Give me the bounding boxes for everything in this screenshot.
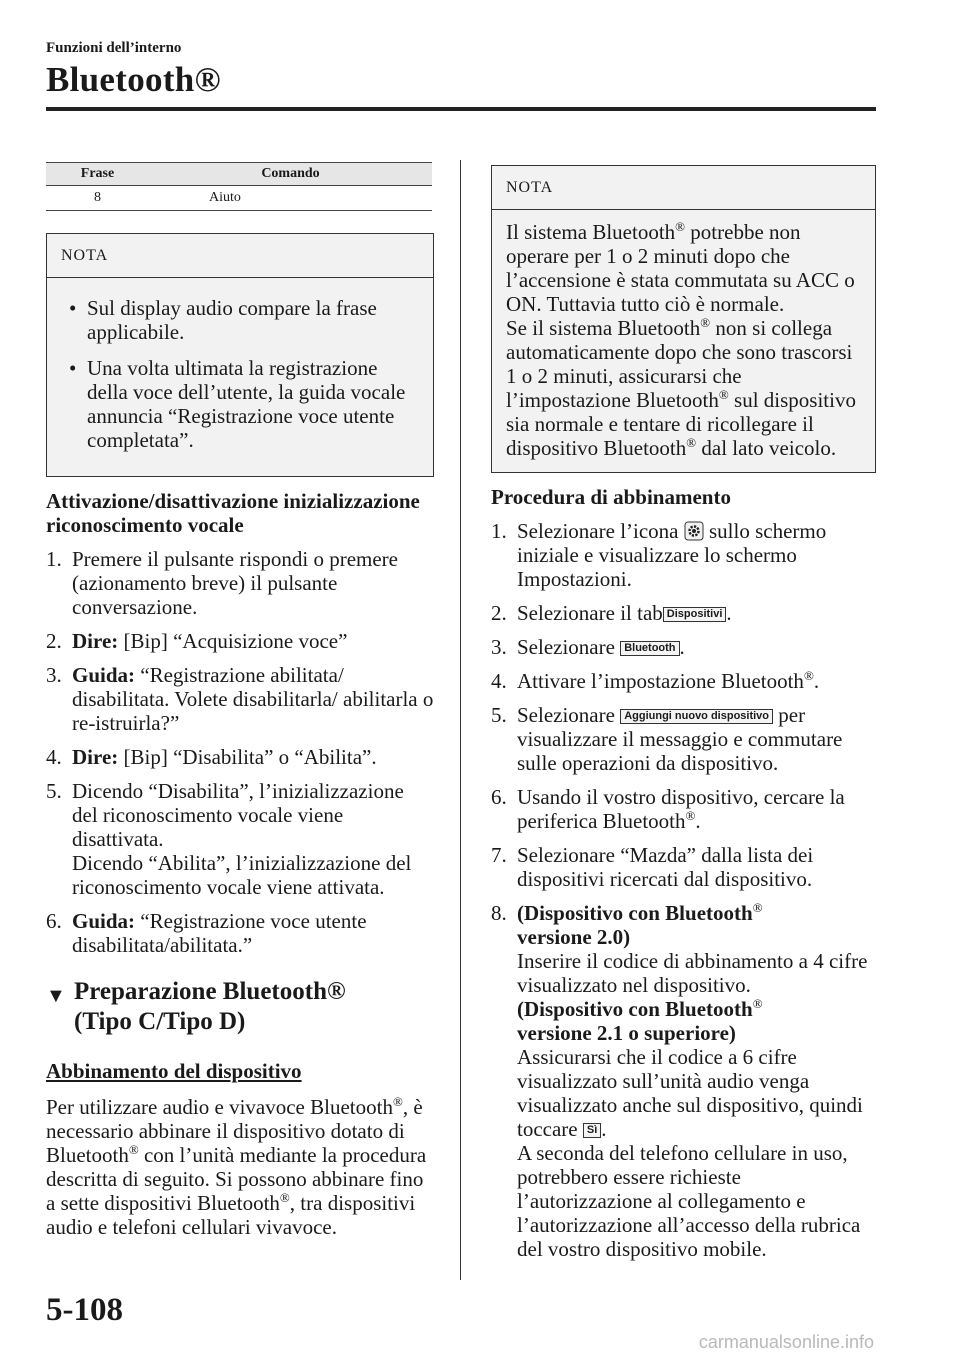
note-text: dal lato veicolo. <box>696 436 837 460</box>
step-text: Attivare l’impostazione Bluetooth <box>517 669 804 693</box>
step-item <box>491 601 876 625</box>
step-number: 6. <box>46 909 62 933</box>
step-text: Usando il vostro dispositivo, cercare la periferica Bluetooth <box>517 785 845 833</box>
table-row <box>46 186 432 211</box>
step-text: . <box>695 809 701 833</box>
paragraph-text: , è necessario abbinare il dispositivo dotato di Bluetooth <box>46 1095 423 1167</box>
section-label: Funzioni dell’interno <box>46 40 182 56</box>
paragraph-text: con l’unità mediante la procedura descritta di seguito. Si possono abbinare fino a sette dispositivi Bluetooth <box>46 1143 427 1215</box>
step-text: Dicendo “Disabilita”, l’inizializzazione del riconoscimento vocale viene disattivata. <box>72 779 404 851</box>
step-label: versione 2.1 o superiore) <box>517 1021 736 1045</box>
triangle-icon: ▼ <box>46 985 66 1007</box>
section-heading-line1: Preparazione Bluetooth® <box>74 978 346 1005</box>
step-text: Assicurarsi che il codice a 6 cifre visualizzato sull’unità audio venga visualizzato anche sul dispositivo, quindi toccare <box>517 1045 863 1141</box>
step-number: 2. <box>491 601 507 625</box>
registered-mark: ® <box>752 900 763 915</box>
registered-mark: ® <box>675 219 686 234</box>
step-text: Dicendo “Abilita”, l’inizializzazione del riconoscimento vocale viene attivata. <box>72 851 412 899</box>
note-text: Il sistema Bluetooth <box>506 220 676 244</box>
note-title: NOTA <box>47 234 433 278</box>
registered-mark: ® <box>685 808 696 823</box>
page-title: Bluetooth® <box>46 60 221 99</box>
registered-mark: ® <box>392 1094 403 1109</box>
devices-tab-button: Dispositivi <box>663 607 727 622</box>
table-cell: Aiuto <box>149 186 432 211</box>
step-item <box>46 779 434 899</box>
registered-mark: ® <box>279 1190 290 1205</box>
step-text: [Bip] “Acquisizione voce” <box>123 629 348 653</box>
step-text: Selezionare <box>517 703 615 727</box>
step-label: (Dispositivo con Bluetooth <box>517 901 753 925</box>
note-box <box>46 233 434 477</box>
step-item <box>491 519 876 591</box>
note-box <box>491 165 876 473</box>
step-label: Guida: <box>72 663 136 687</box>
activation-heading: Attivazione/disattivazione inizializzazione riconoscimento vocale <box>46 489 420 537</box>
pairing-heading: Procedura di abbinamento <box>491 485 731 509</box>
step-item <box>491 635 876 659</box>
note-text: Se il sistema Bluetooth <box>506 316 701 340</box>
step-text: “Registrazione abilitata/ disabilitata. Volete disabilitarla/ abilitarla o re-istruirla?” <box>72 663 434 735</box>
note-bullet: • Una volta ultimata la registrazione della voce dell’utente, la guida vocale annuncia “Registrazione voce utente completata”. <box>61 356 419 452</box>
step-text: Inserire il codice di abbinamento a 4 cifre visualizzato nel dispositivo. <box>517 949 868 997</box>
step-label: Guida: <box>72 909 136 933</box>
note-title: NOTA <box>492 166 875 210</box>
section-heading <box>46 977 434 1037</box>
step-text: “Registrazione voce utente disabilitata/abilitata.” <box>72 909 367 957</box>
paragraph-text: Per utilizzare audio e vivavoce Bluetooth <box>46 1095 393 1119</box>
step-text: Selezionare l’icona <box>517 519 679 543</box>
header-rule <box>46 107 876 111</box>
step-label: Dire: <box>72 745 119 769</box>
settings-gear-icon <box>684 521 704 541</box>
step-number: 7. <box>491 843 507 867</box>
page-number: 5-108 <box>46 1292 123 1328</box>
step-number: 6. <box>491 785 507 809</box>
step-text: per visualizzare il messaggio e commutare sulle operazioni da dispositivo. <box>517 703 843 775</box>
right-column <box>491 165 876 1261</box>
step-number: 4. <box>491 669 507 693</box>
step-label: Dire: <box>72 629 119 653</box>
bluetooth-button: Bluetooth <box>620 641 679 656</box>
pairing-subheading: Abbinamento del dispositivo <box>46 1059 302 1083</box>
step-item <box>491 785 876 833</box>
intro-paragraph <box>46 1095 434 1239</box>
step-text: A seconda del telefono cellulare in uso, potrebbero essere richieste l’autorizzazione al collegamento e l’autorizzazione all’accesso della rubrica del vostro dispositivo mobile. <box>517 1141 861 1261</box>
step-text: . <box>726 601 732 625</box>
step-text: Selezionare “Mazda” dalla lista dei dispositivi ricercati dal dispositivo. <box>517 843 814 891</box>
step-item <box>46 909 434 957</box>
step-text: [Bip] “Disabilita” o “Abilita”. <box>123 745 377 769</box>
registered-mark: ® <box>686 435 697 450</box>
step-item <box>46 745 434 769</box>
note-text: sul dispositivo sia normale e tentare di ricollegare il dispositivo Bluetooth <box>506 388 856 460</box>
table-header-command: Comando <box>149 163 432 186</box>
command-table <box>46 162 432 211</box>
table-cell: 8 <box>46 186 149 211</box>
note-text: potrebbe non operare per 1 o 2 minuti dopo che l’accensione è stata commutata su ACC o ON. Tuttavia tutto ciò è normale. <box>506 220 855 316</box>
step-number: 5. <box>46 779 62 803</box>
step-text: . <box>601 1117 607 1141</box>
step-text: Premere il pulsante rispondi o premere (azionamento breve) il pulsante conversazione. <box>72 547 398 619</box>
step-item <box>491 901 876 1261</box>
step-item <box>46 547 434 619</box>
note-text: non si collega automaticamente dopo che sono trascorsi 1 o 2 minuti, assicurarsi che l’impostazione Bluetooth <box>506 316 853 412</box>
table-header-phrase: Frase <box>46 163 149 186</box>
step-text: . <box>813 669 820 693</box>
step-label: (Dispositivo con Bluetooth <box>517 997 753 1021</box>
step-item <box>46 663 434 735</box>
registered-mark: ® <box>752 996 763 1011</box>
step-text: Selezionare il tab <box>517 601 663 625</box>
note-bullet: • Sul display audio compare la frase applicabile. <box>61 296 419 344</box>
step-number: 1. <box>491 519 507 543</box>
step-item <box>46 629 434 653</box>
step-item <box>491 669 876 693</box>
step-number: 1. <box>46 547 62 571</box>
add-new-device-button: Aggiungi nuovo dispositivo <box>620 709 773 724</box>
column-divider <box>460 160 461 1280</box>
left-column <box>46 162 434 1239</box>
step-label: versione 2.0) <box>517 925 631 949</box>
section-heading-line2: (Tipo C/Tipo D) <box>74 1008 246 1035</box>
step-text: sullo schermo iniziale e visualizzare lo schermo Impostazioni. <box>517 519 827 591</box>
yes-button: Sì <box>583 1123 601 1138</box>
step-item <box>491 703 876 775</box>
step-text: Selezionare <box>517 635 615 659</box>
step-number: 8. <box>491 901 507 925</box>
step-item <box>491 843 876 891</box>
step-text: . <box>679 635 685 659</box>
registered-mark: ® <box>128 1142 139 1157</box>
registered-mark: ® <box>803 668 814 683</box>
registered-mark: ® <box>718 387 729 402</box>
step-number: 4. <box>46 745 62 769</box>
step-number: 3. <box>491 635 507 659</box>
watermark: carmanualsonline.info <box>698 1332 874 1352</box>
registered-mark: ® <box>700 315 711 330</box>
step-number: 2. <box>46 629 62 653</box>
step-number: 3. <box>46 663 62 687</box>
step-number: 5. <box>491 703 507 727</box>
paragraph-text: , tra dispositivi audio e telefoni cellulari vivavoce. <box>46 1191 416 1239</box>
